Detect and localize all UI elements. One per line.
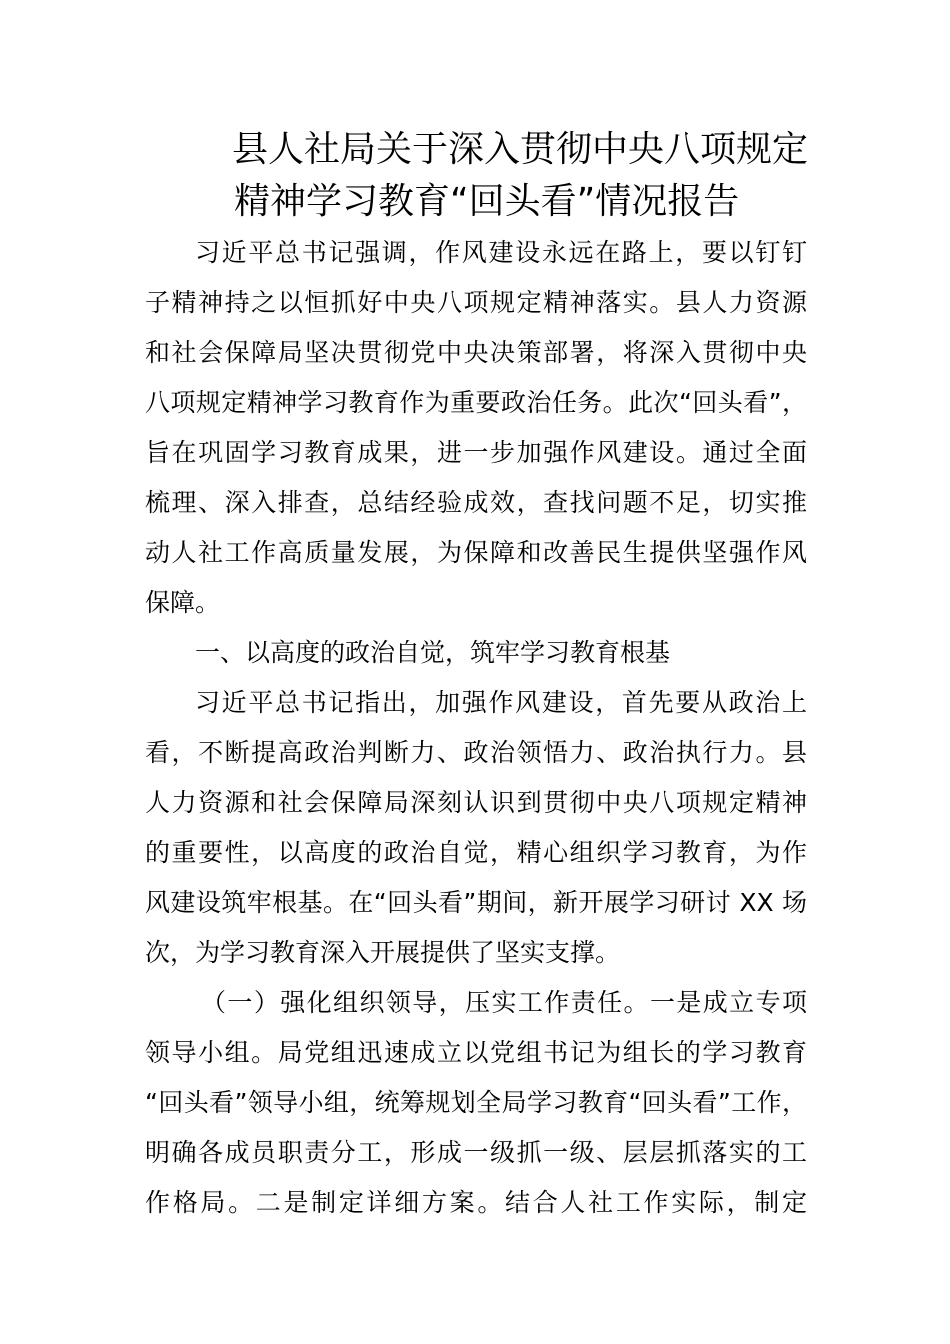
body-line: “回头看”领导小组，统筹规划全局学习教育“回头看”工作， xyxy=(145,1088,807,1117)
body-line: 明确各成员职责分工，形成一级抓一级、层层抓落实的工 xyxy=(145,1138,807,1167)
body-line: 看，不断提高政治判断力、政治领悟力、政治执行力。县 xyxy=(145,738,807,767)
body-line: 习近平总书记指出，加强作风建设，首先要从政治上 xyxy=(195,688,807,717)
body-line: 习近平总书记强调，作风建设永远在路上，要以钉钉 xyxy=(195,238,807,267)
body-line: 子精神持之以恒抓好中央八项规定精神落实。县人力资源 xyxy=(145,288,807,317)
body-line: 风建设筑牢根基。在“回头看”期间，新开展学习研讨 XX 场 xyxy=(145,888,807,917)
body-line: 梳理、深入排查，总结经验成效，查找问题不足，切实推 xyxy=(145,488,807,517)
body-line: 旨在巩固学习教育成果，进一步加强作风建设。通过全面 xyxy=(145,438,807,467)
subsection-line: （一）强化组织领导，压实工作责任。一是成立专项 xyxy=(201,988,807,1017)
body-line: 作格局。二是制定详细方案。结合人社工作实际，制定 xyxy=(145,1188,807,1217)
body-line: 和社会保障局坚决贯彻党中央决策部署，将深入贯彻中央 xyxy=(145,338,807,367)
body-line: 次，为学习教育深入开展提供了坚实支撑。 xyxy=(145,938,621,967)
body-line: 的重要性，以高度的政治自觉，精心组织学习教育，为作 xyxy=(145,838,807,867)
body-line: 动人社工作高质量发展，为保障和改善民生提供坚强作风 xyxy=(145,538,807,567)
body-line: 人力资源和社会保障局深刻认识到贯彻中央八项规定精神 xyxy=(145,788,807,817)
body-line: 领导小组。局党组迅速成立以党组书记为组长的学习教育 xyxy=(145,1038,807,1067)
document-title-line-2: 精神学习教育“回头看”情况报告 xyxy=(234,181,740,222)
document-title-line-1: 县人社局关于深入贯彻中央八项规定 xyxy=(232,129,809,170)
document-body xyxy=(145,228,807,1228)
section-heading: 一、以高度的政治自觉，筑牢学习教育根基 xyxy=(195,638,671,667)
body-line: 八项规定精神学习教育作为重要政治任务。此次“回头看”， xyxy=(145,388,807,417)
body-line: 保障。 xyxy=(145,588,221,617)
